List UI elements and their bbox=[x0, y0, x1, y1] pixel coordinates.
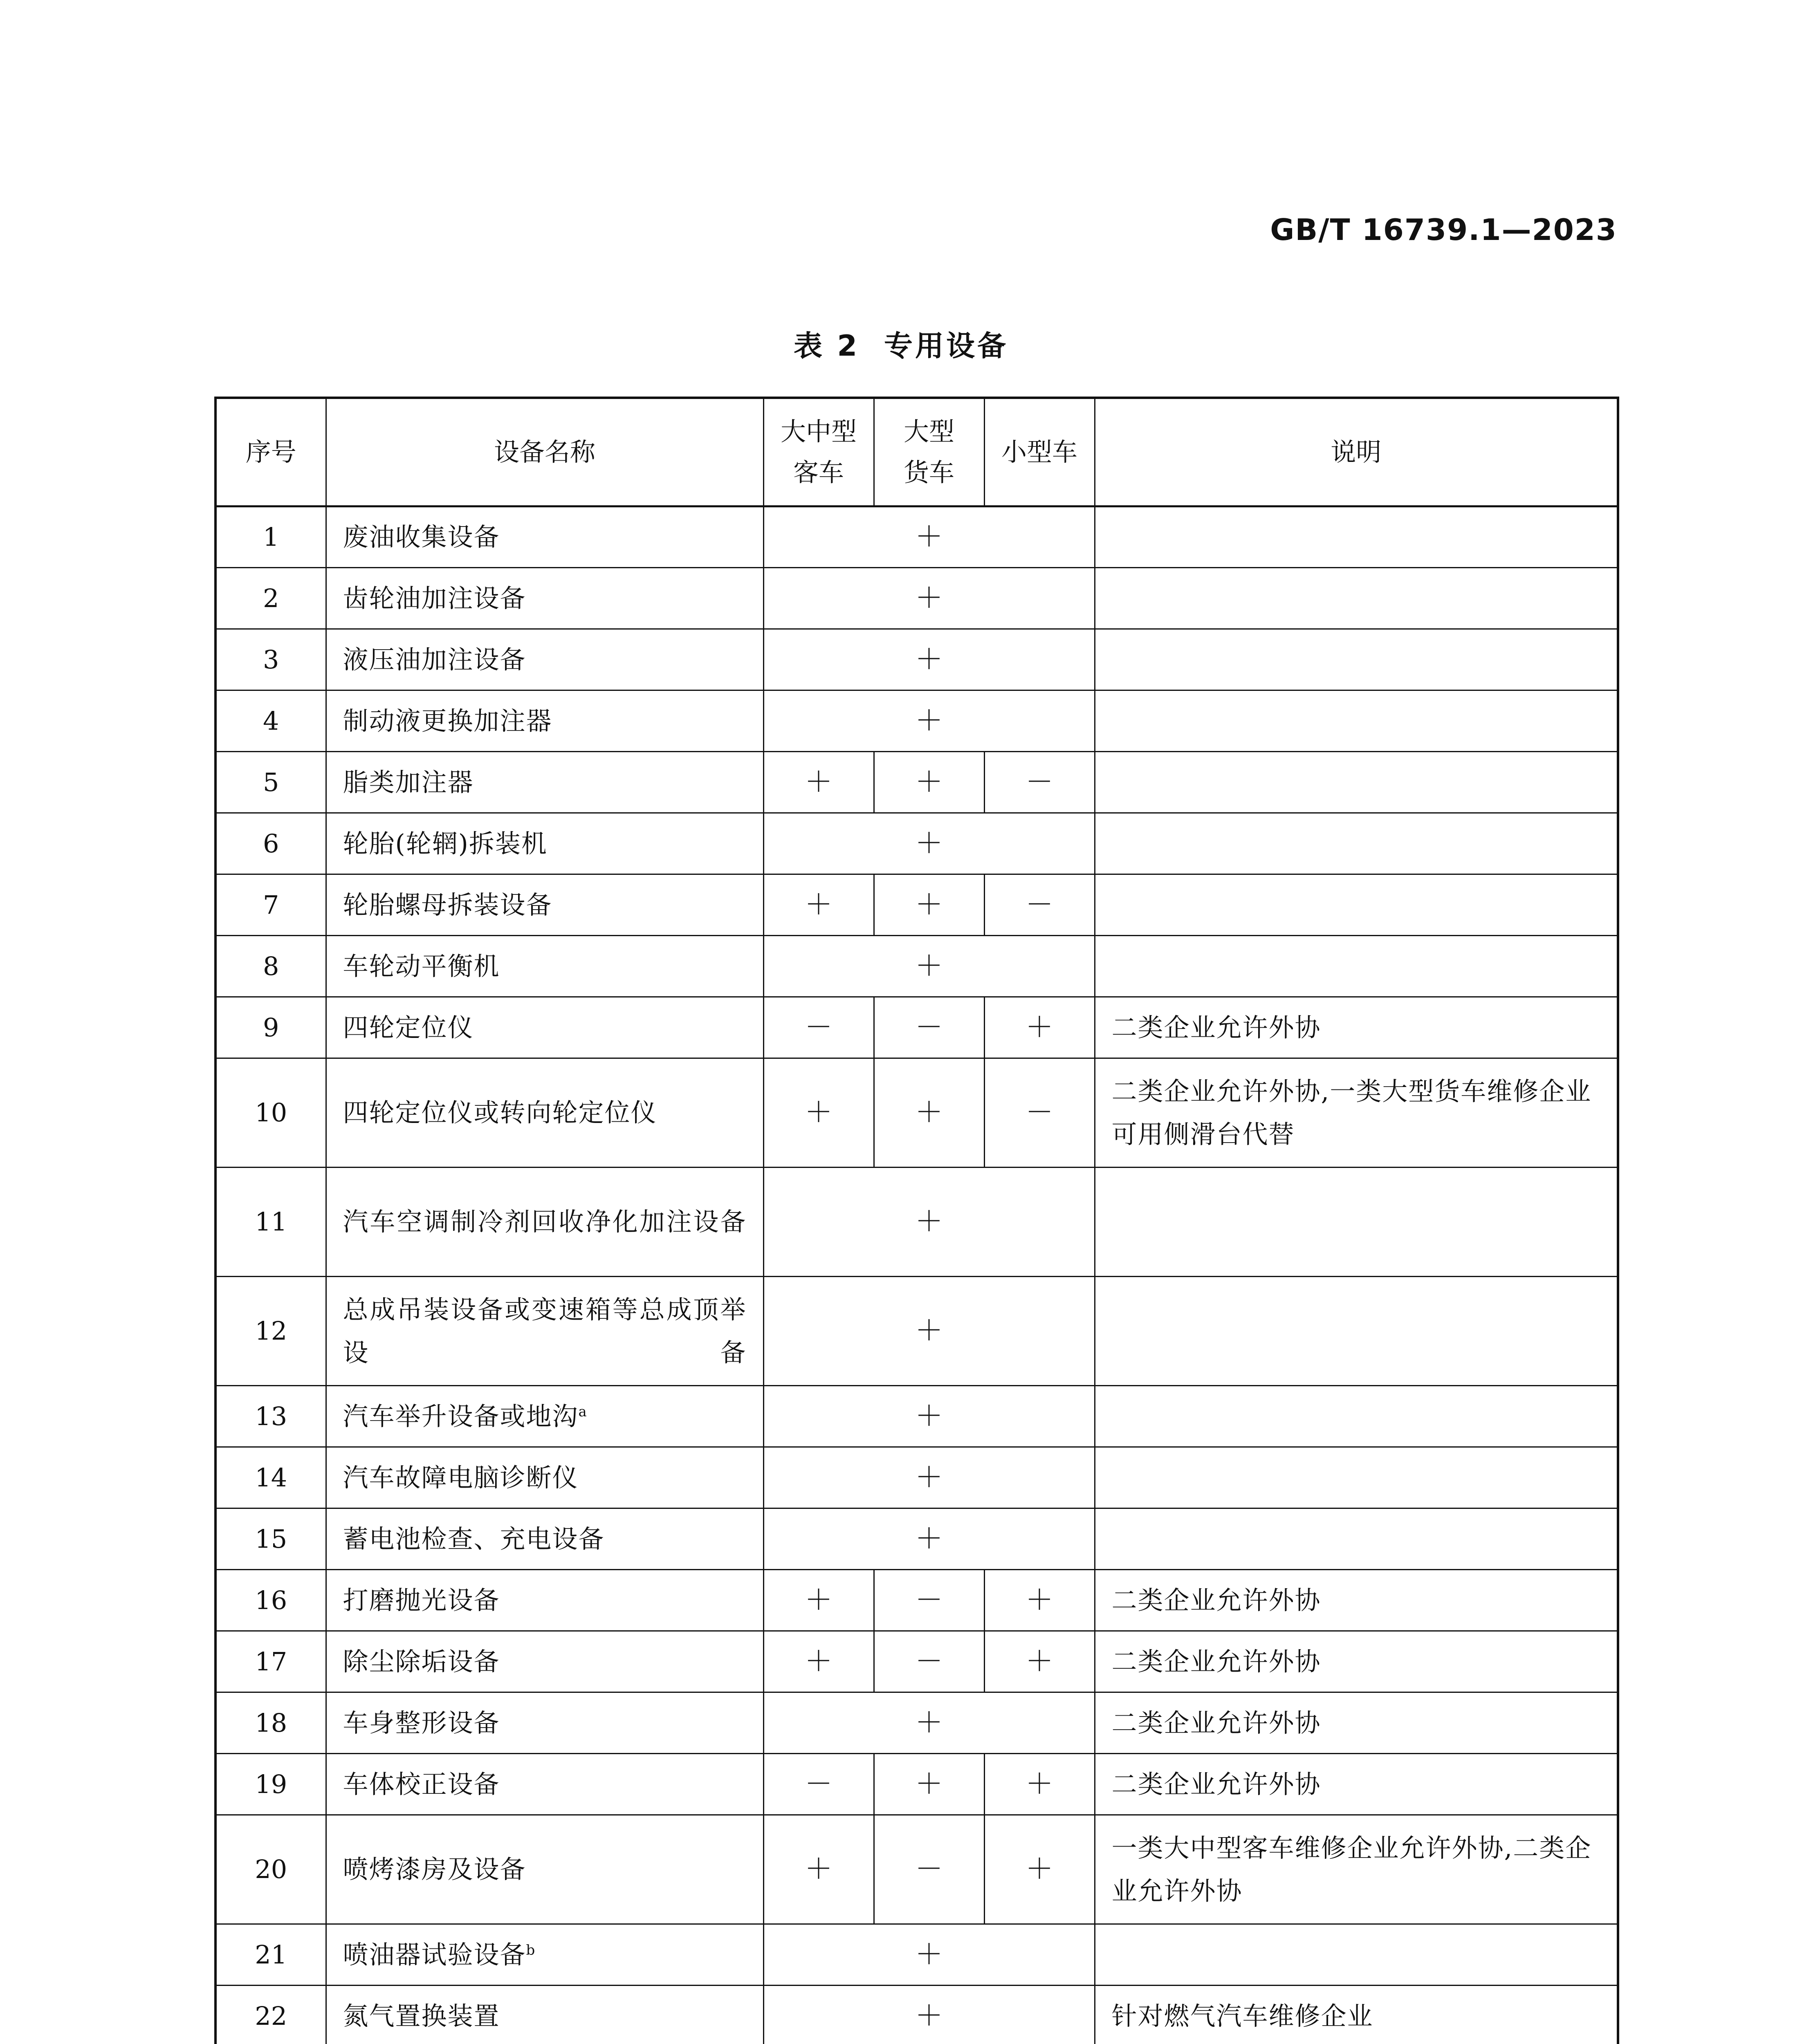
table-row bbox=[215, 1447, 1618, 1508]
table-row bbox=[215, 629, 1618, 690]
remark-cell bbox=[1095, 813, 1618, 874]
table-header-row bbox=[215, 398, 1618, 506]
remark-cell: 二类企业允许外协 bbox=[1095, 1631, 1618, 1692]
requirement-small-cell: － bbox=[984, 1058, 1095, 1167]
table-row bbox=[215, 1924, 1618, 1985]
equipment-name: 汽车空调制冷剂回收净化加注设备 bbox=[343, 1207, 747, 1237]
requirement-all-cell: ＋ bbox=[763, 1924, 1095, 1985]
requirement-all-cell: ＋ bbox=[763, 567, 1095, 629]
remark-cell: 针对燃气汽车维修企业 bbox=[1095, 1985, 1618, 2044]
remark-cell bbox=[1095, 1276, 1618, 1385]
equipment-name-cell bbox=[326, 629, 763, 690]
equipment-name-cell bbox=[326, 1924, 763, 1985]
header-bus-line2: 客车 bbox=[793, 457, 844, 487]
seq-cell: 17 bbox=[215, 1631, 326, 1692]
remark-cell bbox=[1095, 1447, 1618, 1508]
equipment-name: 总成吊装设备或变速箱等总成顶举设备 bbox=[343, 1294, 747, 1367]
table-row bbox=[215, 1815, 1618, 1924]
equipment-name: 氮气置换装置 bbox=[343, 2001, 500, 2031]
requirement-truck-cell: － bbox=[874, 1569, 984, 1631]
requirement-truck-cell: ＋ bbox=[874, 1753, 984, 1815]
seq-cell: 9 bbox=[215, 997, 326, 1058]
requirement-truck-cell: ＋ bbox=[874, 1058, 984, 1167]
seq-cell: 12 bbox=[215, 1276, 326, 1385]
seq-cell: 10 bbox=[215, 1058, 326, 1167]
seq-cell: 22 bbox=[215, 1985, 326, 2044]
table-number: 表 2 bbox=[793, 329, 860, 363]
equipment-name-cell bbox=[326, 1167, 763, 1276]
equipment-name: 液压油加注设备 bbox=[343, 644, 526, 675]
table-row bbox=[215, 1569, 1618, 1631]
equipment-name: 除尘除垢设备 bbox=[343, 1646, 500, 1676]
table-row bbox=[215, 1508, 1618, 1569]
table-row bbox=[215, 1753, 1618, 1815]
equipment-name-cell bbox=[326, 1385, 763, 1447]
footnote-ref: b bbox=[526, 1941, 536, 1958]
table-row bbox=[215, 567, 1618, 629]
table-row bbox=[215, 1167, 1618, 1276]
seq-cell: 14 bbox=[215, 1447, 326, 1508]
remark-cell bbox=[1095, 567, 1618, 629]
equipment-name-cell bbox=[326, 1692, 763, 1753]
remark-cell bbox=[1095, 935, 1618, 997]
equipment-name: 喷烤漆房及设备 bbox=[343, 1854, 526, 1884]
remark-cell: 二类企业允许外协 bbox=[1095, 1692, 1618, 1753]
table-row bbox=[215, 813, 1618, 874]
requirement-all-cell: ＋ bbox=[763, 935, 1095, 997]
equipment-name-cell bbox=[326, 1508, 763, 1569]
seq-cell: 5 bbox=[215, 751, 326, 813]
requirement-all-cell: ＋ bbox=[763, 690, 1095, 751]
header-remark: 说明 bbox=[1095, 398, 1618, 506]
table-row bbox=[215, 1631, 1618, 1692]
requirement-all-cell: ＋ bbox=[763, 1985, 1095, 2044]
equipment-name-cell bbox=[326, 1753, 763, 1815]
equipment-name: 汽车故障电脑诊断仪 bbox=[343, 1462, 579, 1493]
requirement-bus-cell: ＋ bbox=[763, 1631, 874, 1692]
equipment-name-cell bbox=[326, 1569, 763, 1631]
equipment-name: 轮胎螺母拆装设备 bbox=[343, 890, 552, 920]
requirement-bus-cell: ＋ bbox=[763, 874, 874, 935]
requirement-all-cell: ＋ bbox=[763, 1167, 1095, 1276]
requirement-all-cell: ＋ bbox=[763, 629, 1095, 690]
equipment-name: 脂类加注器 bbox=[343, 767, 474, 797]
equipment-name-cell bbox=[326, 751, 763, 813]
seq-cell: 19 bbox=[215, 1753, 326, 1815]
requirement-small-cell: ＋ bbox=[984, 1753, 1095, 1815]
equipment-name: 废油收集设备 bbox=[343, 522, 500, 552]
seq-cell: 15 bbox=[215, 1508, 326, 1569]
equipment-name-cell bbox=[326, 567, 763, 629]
requirement-small-cell: ＋ bbox=[984, 1569, 1095, 1631]
seq-cell: 8 bbox=[215, 935, 326, 997]
requirement-bus-cell: ＋ bbox=[763, 1815, 874, 1924]
requirement-truck-cell: － bbox=[874, 1631, 984, 1692]
equipment-name: 蓄电池检查、充电设备 bbox=[343, 1524, 605, 1554]
remark-cell bbox=[1095, 1508, 1618, 1569]
equipment-name-cell bbox=[326, 1276, 763, 1385]
equipment-name-cell bbox=[326, 813, 763, 874]
requirement-bus-cell: ＋ bbox=[763, 1058, 874, 1167]
remark-cell bbox=[1095, 629, 1618, 690]
table-title bbox=[0, 323, 1802, 364]
equipment-name: 打磨抛光设备 bbox=[343, 1585, 500, 1615]
header-truck bbox=[874, 398, 984, 506]
requirement-bus-cell: ＋ bbox=[763, 751, 874, 813]
header-seq: 序号 bbox=[215, 398, 326, 506]
table-row bbox=[215, 935, 1618, 997]
header-small: 小型车 bbox=[984, 398, 1095, 506]
requirement-bus-cell: － bbox=[763, 1753, 874, 1815]
equipment-name: 轮胎(轮辋)拆装机 bbox=[343, 828, 548, 858]
seq-cell: 21 bbox=[215, 1924, 326, 1985]
equipment-name: 喷油器试验设备 bbox=[343, 1939, 526, 1970]
header-truck-line2: 货车 bbox=[903, 457, 954, 487]
equipment-name-cell bbox=[326, 1447, 763, 1508]
seq-cell: 6 bbox=[215, 813, 326, 874]
table-body bbox=[215, 506, 1618, 2044]
equipment-name: 车轮动平衡机 bbox=[343, 951, 500, 981]
remark-cell bbox=[1095, 690, 1618, 751]
requirement-truck-cell: － bbox=[874, 1815, 984, 1924]
header-bus-line1: 大中型 bbox=[780, 416, 857, 446]
table-row bbox=[215, 1985, 1618, 2044]
seq-cell: 16 bbox=[215, 1569, 326, 1631]
requirement-all-cell: ＋ bbox=[763, 1447, 1095, 1508]
table-row bbox=[215, 1385, 1618, 1447]
seq-cell: 2 bbox=[215, 567, 326, 629]
table-row bbox=[215, 1692, 1618, 1753]
equipment-name: 制动液更换加注器 bbox=[343, 706, 552, 736]
remark-cell: 二类企业允许外协,一类大型货车维修企业可用侧滑台代替 bbox=[1095, 1058, 1618, 1167]
table-title-text: 专用设备 bbox=[884, 329, 1009, 363]
seq-cell: 18 bbox=[215, 1692, 326, 1753]
requirement-all-cell: ＋ bbox=[763, 1692, 1095, 1753]
equipment-name-cell bbox=[326, 506, 763, 567]
seq-cell: 3 bbox=[215, 629, 326, 690]
table-row bbox=[215, 690, 1618, 751]
requirement-small-cell: － bbox=[984, 751, 1095, 813]
equipment-name-cell bbox=[326, 935, 763, 997]
requirement-small-cell: ＋ bbox=[984, 1815, 1095, 1924]
equipment-table bbox=[214, 397, 1619, 2044]
equipment-name-cell bbox=[326, 874, 763, 935]
standard-number: GB/T 16739.1—2023 bbox=[1270, 213, 1617, 247]
equipment-name: 四轮定位仪或转向轮定位仪 bbox=[343, 1098, 657, 1127]
requirement-all-cell: ＋ bbox=[763, 506, 1095, 567]
requirement-truck-cell: ＋ bbox=[874, 751, 984, 813]
equipment-name: 四轮定位仪 bbox=[343, 1012, 474, 1042]
remark-cell: 二类企业允许外协 bbox=[1095, 997, 1618, 1058]
equipment-name-cell bbox=[326, 1058, 763, 1167]
remark-cell bbox=[1095, 1167, 1618, 1276]
seq-cell: 4 bbox=[215, 690, 326, 751]
equipment-name-cell bbox=[326, 690, 763, 751]
seq-cell: 13 bbox=[215, 1385, 326, 1447]
seq-cell: 20 bbox=[215, 1815, 326, 1924]
header-bus bbox=[763, 398, 874, 506]
table-row bbox=[215, 751, 1618, 813]
remark-cell bbox=[1095, 506, 1618, 567]
footnote-ref: a bbox=[578, 1403, 588, 1420]
equipment-name: 汽车举升设备或地沟 bbox=[343, 1401, 579, 1431]
requirement-truck-cell: ＋ bbox=[874, 874, 984, 935]
requirement-all-cell: ＋ bbox=[763, 1508, 1095, 1569]
requirement-all-cell: ＋ bbox=[763, 813, 1095, 874]
requirement-bus-cell: － bbox=[763, 997, 874, 1058]
requirement-all-cell: ＋ bbox=[763, 1276, 1095, 1385]
seq-cell: 7 bbox=[215, 874, 326, 935]
header-truck-line1: 大型 bbox=[903, 416, 954, 446]
table-row bbox=[215, 874, 1618, 935]
remark-cell: 二类企业允许外协 bbox=[1095, 1569, 1618, 1631]
equipment-name: 车身整形设备 bbox=[343, 1708, 500, 1738]
equipment-name-cell bbox=[326, 1985, 763, 2044]
seq-cell: 1 bbox=[215, 506, 326, 567]
requirement-small-cell: ＋ bbox=[984, 997, 1095, 1058]
remark-cell bbox=[1095, 874, 1618, 935]
equipment-name-cell bbox=[326, 1815, 763, 1924]
requirement-bus-cell: ＋ bbox=[763, 1569, 874, 1631]
requirement-all-cell: ＋ bbox=[763, 1385, 1095, 1447]
table-row bbox=[215, 506, 1618, 567]
header-name: 设备名称 bbox=[326, 398, 763, 506]
remark-cell bbox=[1095, 751, 1618, 813]
requirement-small-cell: ＋ bbox=[984, 1631, 1095, 1692]
remark-cell bbox=[1095, 1385, 1618, 1447]
remark-cell: 一类大中型客车维修企业允许外协,二类企业允许外协 bbox=[1095, 1815, 1618, 1924]
remark-cell: 二类企业允许外协 bbox=[1095, 1753, 1618, 1815]
remark-cell bbox=[1095, 1924, 1618, 1985]
requirement-small-cell: － bbox=[984, 874, 1095, 935]
equipment-name: 齿轮油加注设备 bbox=[343, 583, 526, 613]
equipment-name: 车体校正设备 bbox=[343, 1769, 500, 1799]
requirement-truck-cell: － bbox=[874, 997, 984, 1058]
seq-cell: 11 bbox=[215, 1167, 326, 1276]
equipment-name-cell bbox=[326, 997, 763, 1058]
table-row bbox=[215, 997, 1618, 1058]
equipment-name-cell bbox=[326, 1631, 763, 1692]
table-row bbox=[215, 1276, 1618, 1385]
table-row bbox=[215, 1058, 1618, 1167]
